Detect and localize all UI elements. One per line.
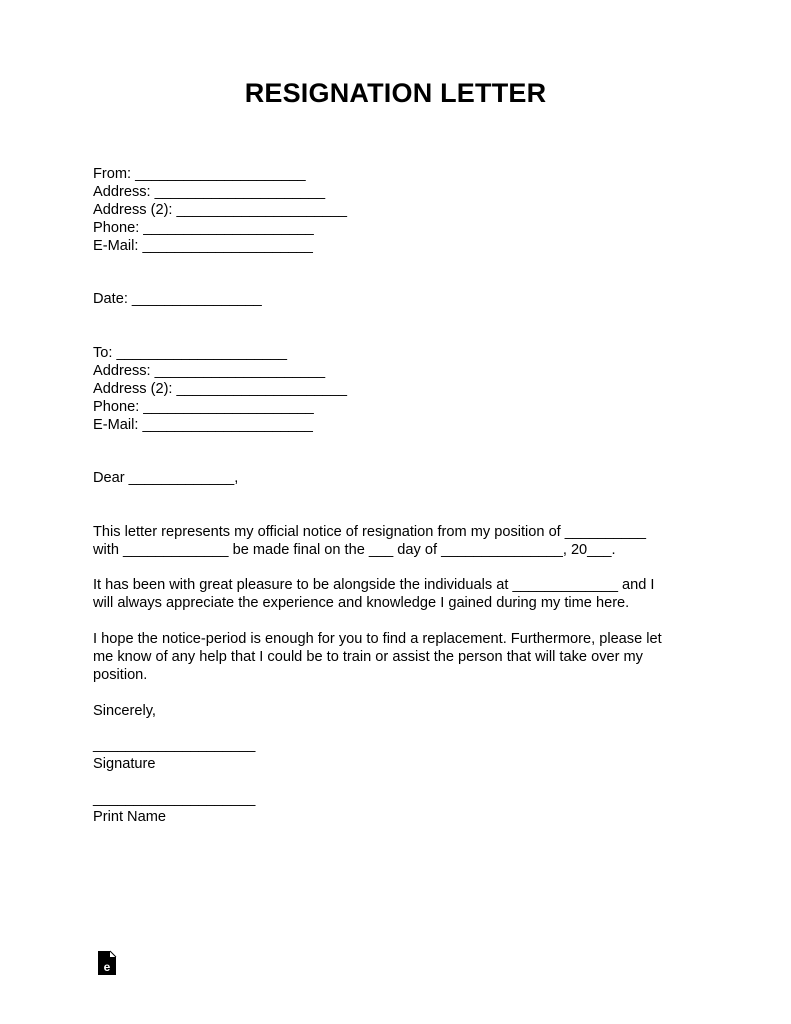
sender-address-field: Address: _____________________: [93, 184, 326, 200]
document-title: RESIGNATION LETTER: [244, 78, 547, 108]
paragraph-line: with _____________ be made final on the ___ day of _______________, 20___.: [93, 542, 616, 558]
print-name-label: Print Name: [93, 809, 166, 825]
signature-label: Signature: [93, 756, 156, 772]
sender-email-field: E-Mail: _____________________: [93, 238, 313, 254]
recipient-phone-field: Phone: _____________________: [93, 399, 314, 415]
paragraph-line: me know of any help that I could be to train or assist the person that will take over my: [93, 649, 643, 665]
recipient-address2-field: Address (2): _____________________: [93, 381, 347, 397]
sender-address2-field: Address (2): _____________________: [93, 202, 347, 218]
paragraph-line: This letter represents my official notice of resignation from my position of __________: [93, 524, 646, 540]
signature-line: ____________________: [93, 737, 256, 753]
sender-phone-field: Phone: _____________________: [93, 220, 314, 236]
closing: Sincerely,: [93, 703, 156, 719]
paragraph-line: I hope the notice-period is enough for you to find a replacement. Furthermore, please let: [93, 631, 662, 647]
paragraph-notice: [93, 523, 713, 559]
paragraph-line: position.: [93, 667, 148, 683]
recipient-email-field: E-Mail: _____________________: [93, 417, 313, 433]
paragraph-appreciation: [93, 576, 713, 612]
print-name-line: ____________________: [93, 791, 256, 807]
sender-from-field: From: _____________________: [93, 166, 306, 182]
date-field: Date: ________________: [93, 291, 262, 307]
eforms-logo-icon: [97, 950, 117, 976]
recipient-address-field: Address: _____________________: [93, 363, 326, 379]
paragraph-line: will always appreciate the experience and knowledge I gained during my time here.: [93, 595, 630, 611]
recipient-to-field: To: _____________________: [93, 345, 287, 361]
paragraph-line: It has been with great pleasure to be alongside the individuals at _____________ and I: [93, 577, 655, 593]
svg-text:e: e: [103, 960, 111, 974]
salutation: Dear _____________,: [93, 470, 239, 486]
paragraph-notice-period: [93, 630, 713, 684]
